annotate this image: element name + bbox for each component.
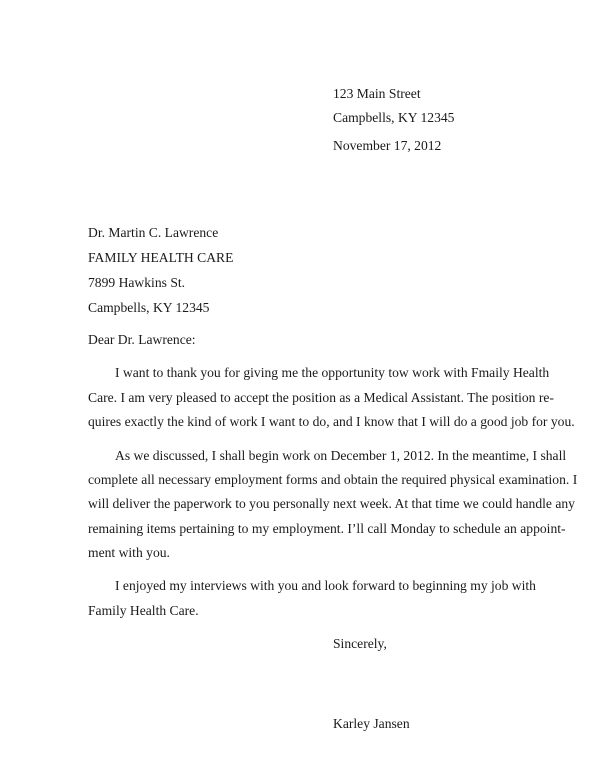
recipient-company: FAMILY HEALTH CARE <box>88 250 234 265</box>
paragraph-line: will deliver the paperwork to you personally next week. At that time we could handle any <box>88 496 575 511</box>
paragraph-line: Care. I am very pleased to accept the position as a Medical Assistant. The position re- <box>88 390 554 405</box>
sender-address-line2: Campbells, KY 12345 <box>333 110 455 125</box>
paragraph-line: quires exactly the kind of work I want to do, and I know that I will do a good job for you. <box>88 414 575 429</box>
recipient-name: Dr. Martin C. Lawrence <box>88 225 219 240</box>
paragraph-line: ment with you. <box>88 545 170 560</box>
paragraph-line: remaining items pertaining to my employment. I’ll call Monday to schedule an appoint- <box>88 521 566 536</box>
letter-date: November 17, 2012 <box>333 138 442 153</box>
salutation: Dear Dr. Lawrence: <box>88 332 196 347</box>
paragraph-line: complete all necessary employment forms and obtain the required physical examination. I <box>88 472 578 487</box>
paragraph-line: I enjoyed my interviews with you and look forward to beginning my job with <box>115 578 536 593</box>
closing: Sincerely, <box>333 636 387 651</box>
recipient-street: 7899 Hawkins St. <box>88 275 186 290</box>
signature-name: Karley Jansen <box>333 716 410 731</box>
paragraph-line: As we discussed, I shall begin work on December 1, 2012. In the meantime, I shall <box>115 448 567 463</box>
paragraph-line: I want to thank you for giving me the opportunity tow work with Fmaily Health <box>115 365 550 380</box>
paragraph-line: Family Health Care. <box>88 603 199 618</box>
sender-address-line1: 123 Main Street <box>333 86 421 101</box>
recipient-city-state-zip: Campbells, KY 12345 <box>88 300 210 315</box>
